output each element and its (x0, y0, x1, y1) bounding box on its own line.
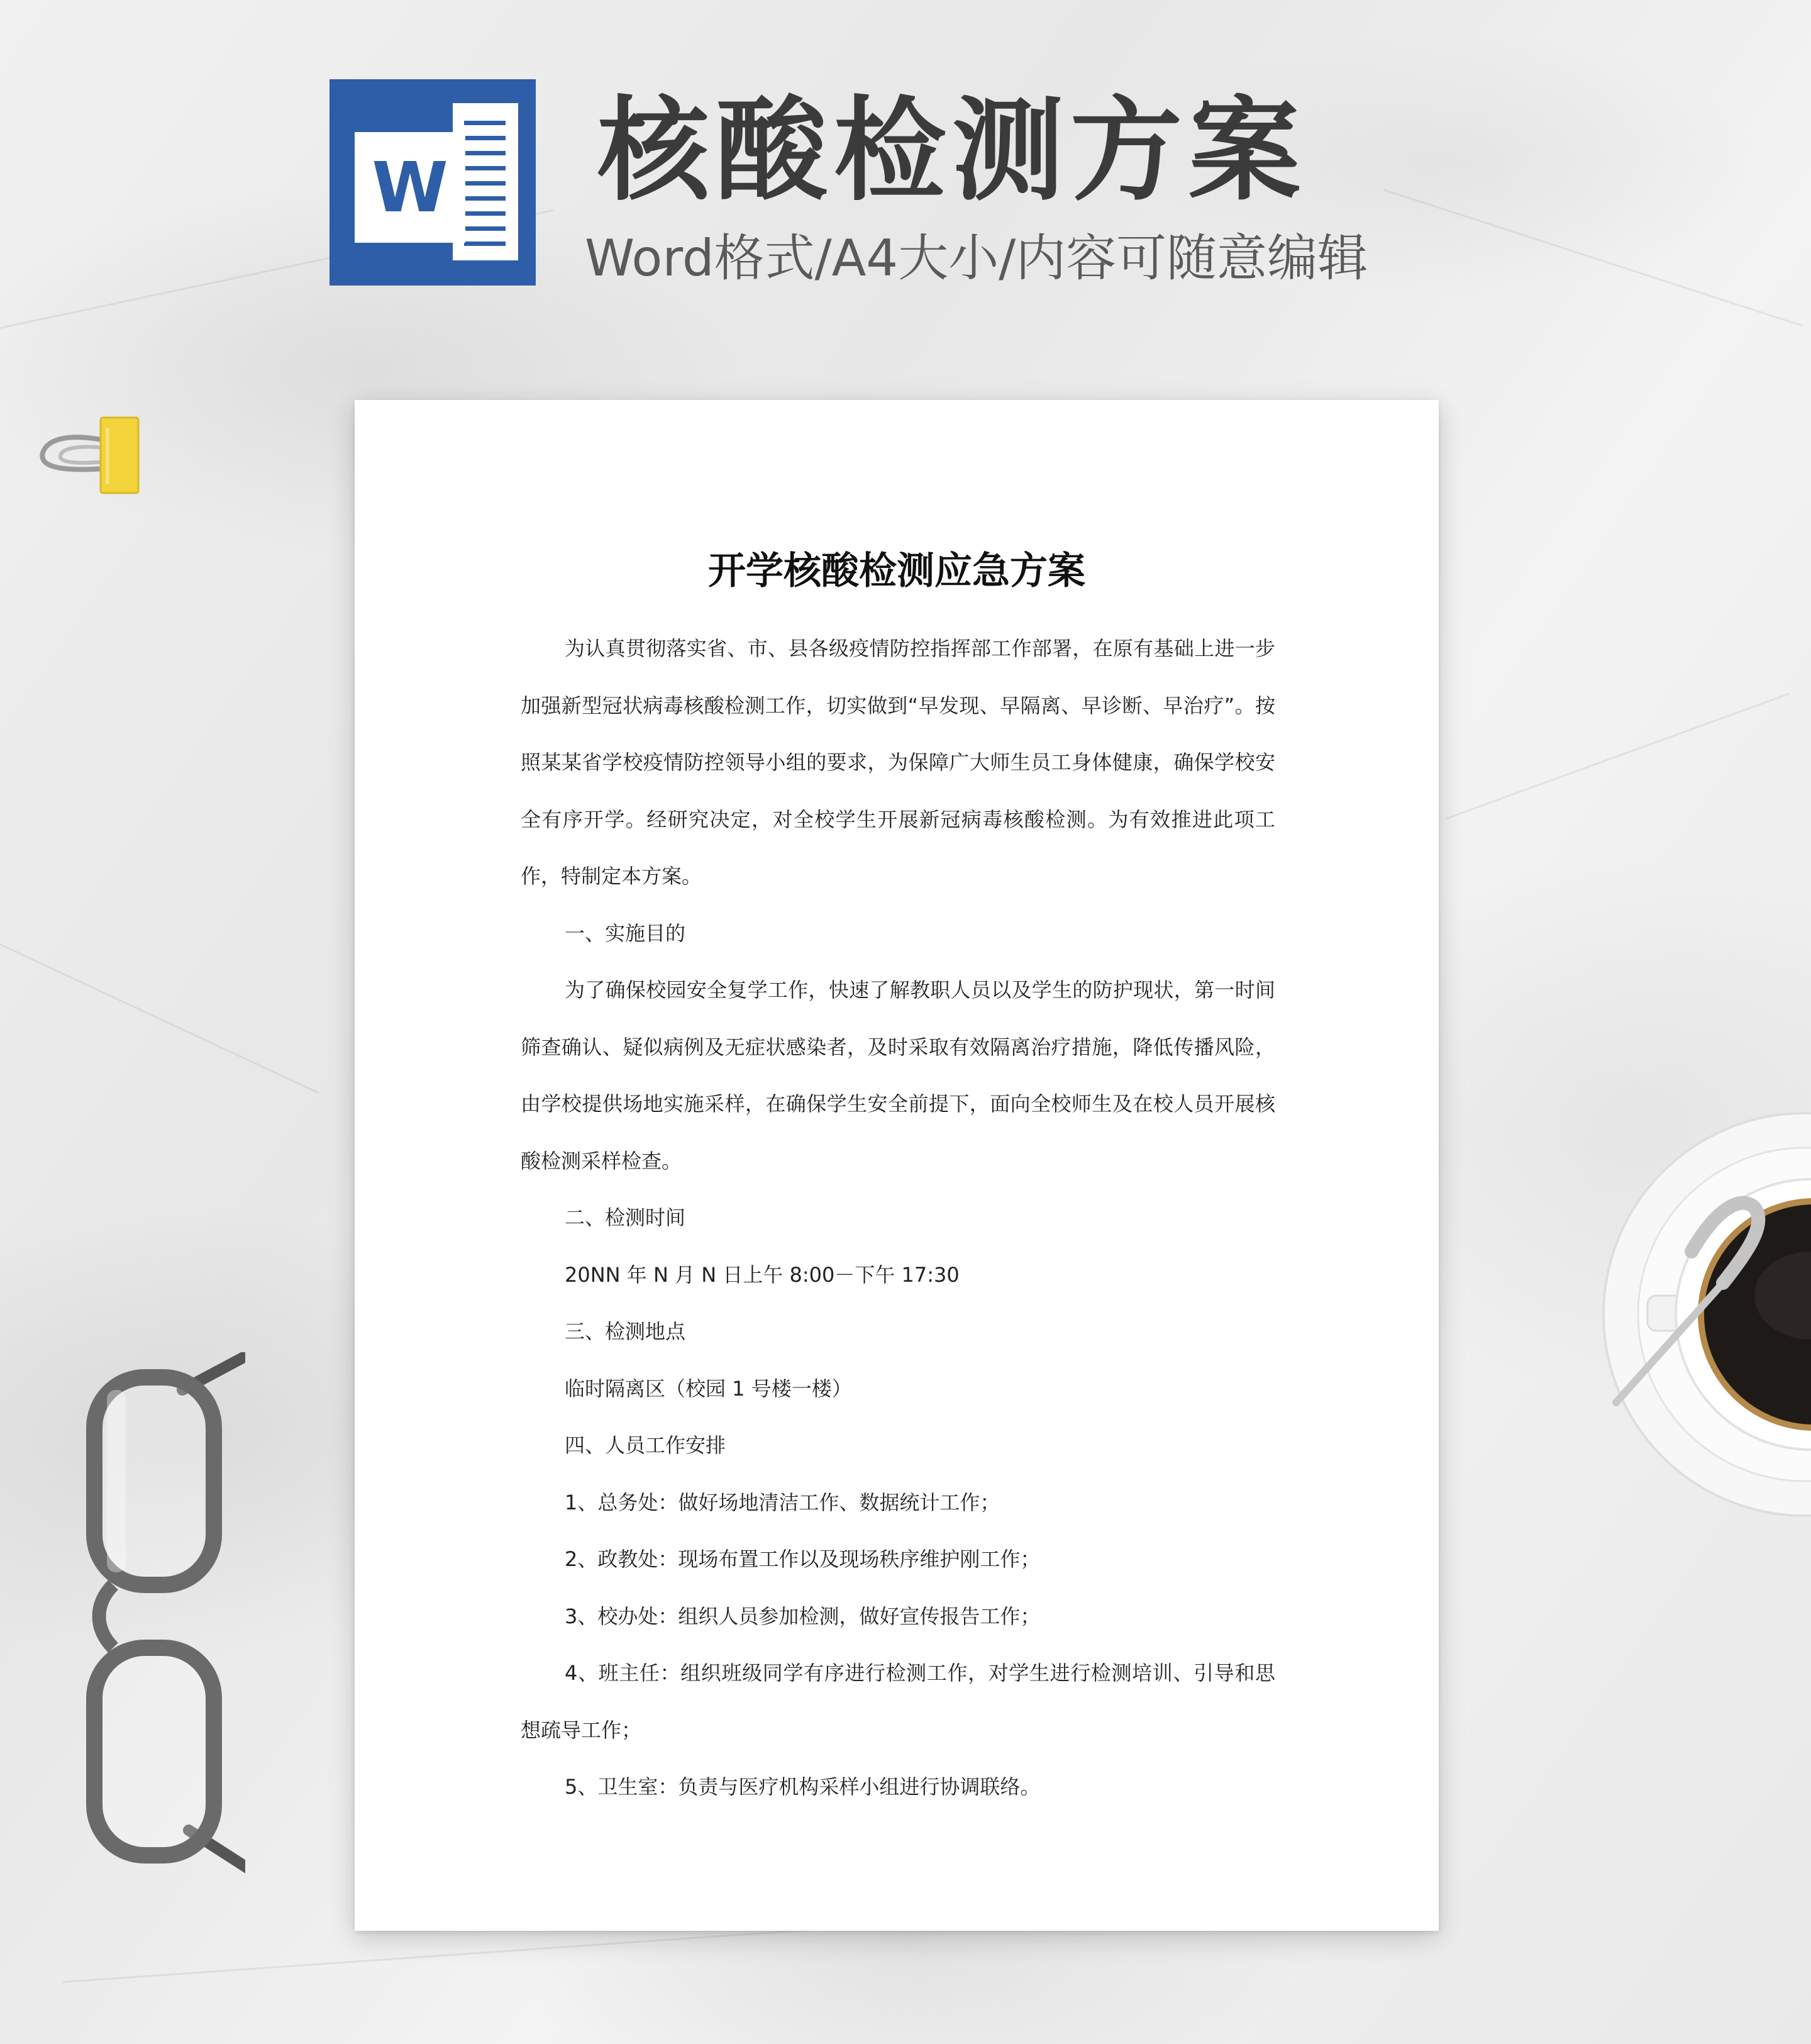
eyeglasses-icon (69, 1352, 245, 1899)
marble-vein (63, 1928, 816, 1983)
section-heading: 四、人员工作安排 (565, 1433, 726, 1457)
word-letter: W (372, 147, 448, 228)
page-subtitle: Word格式/A4大小/内容可随意编辑 (585, 229, 1368, 287)
word-logo-icon (330, 79, 536, 286)
section-heading: 三、检测地点 (565, 1319, 686, 1343)
list-item: 1、总务处：做好场地清洁工作、数据统计工作； (565, 1490, 1000, 1514)
section-heading: 二、检测时间 (565, 1206, 686, 1230)
marble-vein (1383, 189, 1803, 326)
document-page (355, 400, 1439, 1931)
intro-paragraph: 为认真贯彻落实省、市、县各级疫情防控指挥部工作部署，在原有基础上进一步加强新型冠状病毒核酸检测工作，切实做到“早发现、早隔离、早诊断、早治疗”。按照某某省学校疫情防控领导小组的要求，为保障广大师生员工身体健康，确保学校安全有序开学。经研究决定，对全校学生开展新冠病毒核酸检测。为有效推进此项工作，特制定本方案。 (521, 636, 1275, 888)
section-paragraph: 为了确保校园安全复学工作，快速了解教职人员以及学生的防护现状，第一时间筛查确认、疑似病例及无症状感染者，及时采取有效隔离治疗措施，降低传播风险，由学校提供场地实施采样，在确保学生安全前提下，面向全校师生及在校人员开展核酸检测采样检查。 (521, 978, 1275, 1173)
marble-vein (0, 943, 319, 1094)
document-body (521, 620, 1275, 1816)
section-heading: 一、实施目的 (565, 921, 686, 945)
section-paragraph: 临时隔离区（校园 1 号楼一楼） (565, 1376, 852, 1401)
page-title: 核酸检测方案 (597, 86, 1307, 216)
section-paragraph: 20NN 年 N 月 N 日上午 8:00－下午 17:30 (565, 1262, 960, 1287)
list-item: 5、卫生室：负责与医疗机构采样小组进行协调联络。 (565, 1775, 1041, 1799)
document-title: 开学核酸检测应急方案 (708, 549, 1085, 593)
list-item: 4、班主任：组织班级同学有序进行检测工作，对学生进行检测培训、引导和思想疏导工作； (521, 1661, 1275, 1742)
coffee-cup-icon (1597, 1107, 1811, 1522)
word-letter-box (355, 132, 465, 243)
list-item: 3、校办处：组织人员参加检测，做好宣传报告工作； (565, 1604, 1041, 1628)
binder-clip-icon (35, 409, 148, 503)
list-item: 2、政教处：现场布置工作以及现场秩序维护刚工作； (565, 1547, 1041, 1571)
marble-vein (1446, 693, 1789, 819)
